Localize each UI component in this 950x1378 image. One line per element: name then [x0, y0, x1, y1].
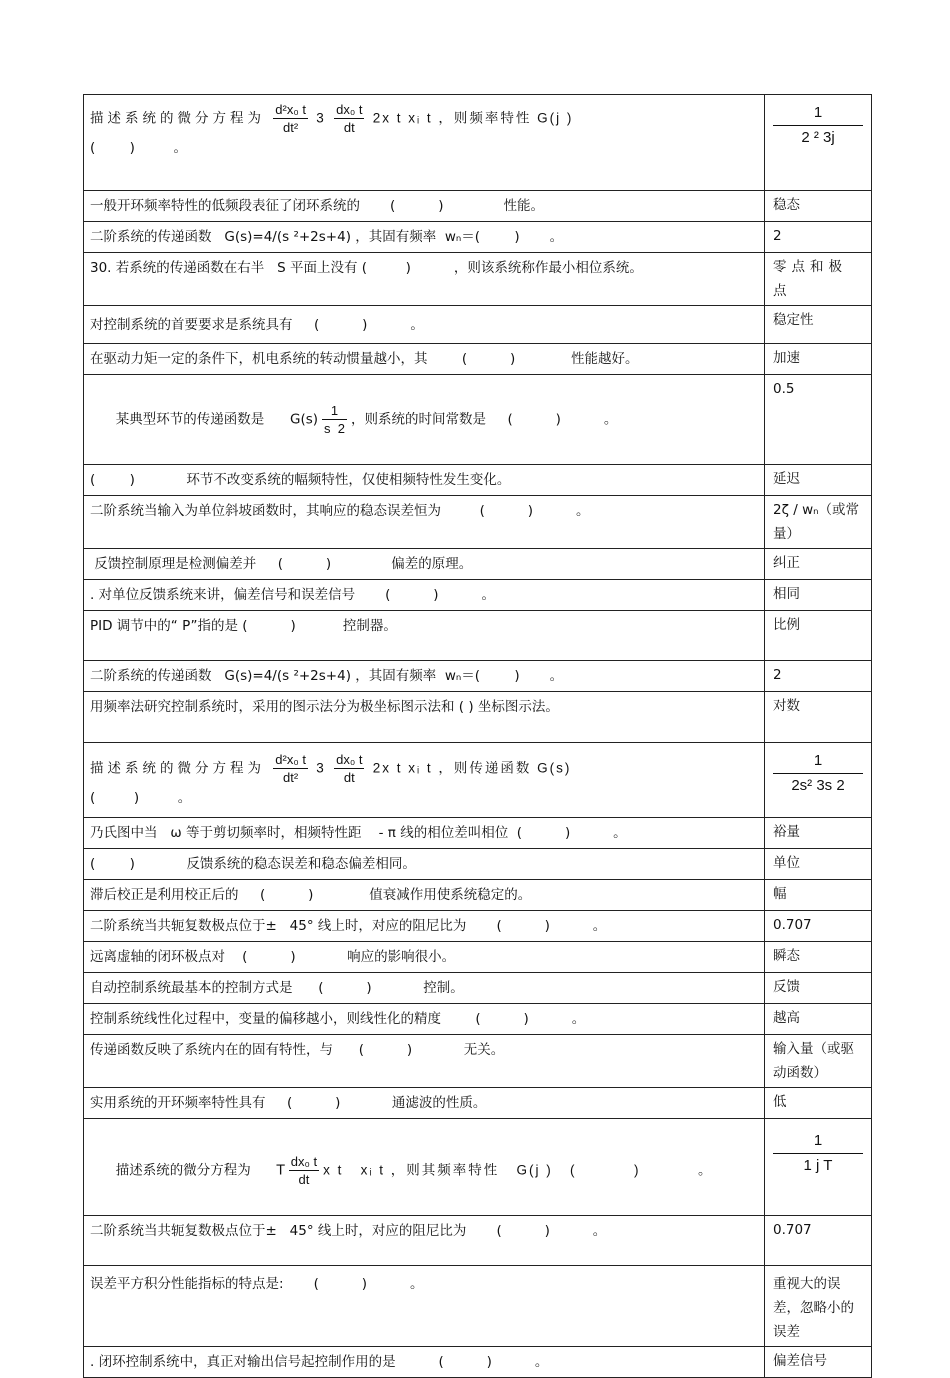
question-cell: ( ) 反馈系统的稳态误差和稳态偏差相同。	[84, 849, 765, 880]
question-cell: 30. 若系统的传递函数在右半 S 平面上没有 ( ) ，则该系统称作最小相位系统。	[84, 253, 765, 306]
fraction	[273, 751, 308, 786]
answer-cell: 0.707	[765, 1216, 872, 1266]
question-cell	[84, 375, 765, 465]
question-text: 描述系统的微分方程为 T	[115, 1162, 285, 1179]
question-cell	[84, 1119, 765, 1216]
table-row	[84, 942, 872, 973]
fraction-denominator: dt	[343, 770, 355, 785]
table-row	[84, 1035, 872, 1088]
question-cell: 误差平方积分性能指标的特点是: ( ) 。	[84, 1266, 765, 1347]
fraction	[289, 1153, 319, 1188]
fraction-denominator: 2 ² 3j	[801, 129, 835, 146]
answer-cell: 加速	[765, 344, 872, 375]
table-row	[84, 1004, 872, 1035]
question-text: ，则系统的时间常数是 ( ) 。	[351, 411, 618, 428]
question-answer-table	[83, 94, 872, 1378]
table-row	[84, 1266, 872, 1347]
question-cell: 对控制系统的首要要求是系统具有 ( ) 。	[84, 306, 765, 344]
question-cell: 二阶系统当输入为单位斜坡函数时，其响应的稳态误差恒为 ( ) 。	[84, 496, 765, 549]
fraction-numerator: d²x₀ t	[275, 752, 306, 767]
answer-cell: 幅	[765, 880, 872, 911]
table-row	[84, 692, 872, 743]
fraction-denominator: 1 j T	[803, 1157, 833, 1174]
answer-cell: 越高	[765, 1004, 872, 1035]
question-text: 描述系统的微分方程为	[90, 760, 265, 777]
answer-cell: 低	[765, 1088, 872, 1119]
table-row	[84, 911, 872, 942]
answer-cell: 偏差信号	[765, 1347, 872, 1378]
question-text: 描述系统的微分方程为	[90, 110, 265, 127]
answer-cell	[765, 1119, 872, 1216]
table-row	[84, 1216, 872, 1266]
answer-cell: 重视大的误差，忽略小的误差	[765, 1266, 872, 1347]
coefficient: 3	[316, 110, 326, 126]
answer-cell: 纠正	[765, 549, 872, 580]
fraction-numerator: 1	[322, 402, 347, 420]
answer-cell: 0.5	[765, 375, 872, 465]
answer-cell: 单位	[765, 849, 872, 880]
answer-cell: 对数	[765, 692, 872, 743]
answer-cell: 稳态	[765, 191, 872, 222]
question-cell	[84, 743, 765, 818]
table-row	[84, 549, 872, 580]
answer-cell: 2	[765, 661, 872, 692]
question-cell	[84, 95, 765, 191]
question-cell: 反馈控制原理是检测偏差并 ( ) 偏差的原理。	[84, 549, 765, 580]
fraction-numerator: 1	[773, 751, 863, 774]
fraction-denominator: dt	[343, 120, 355, 135]
question-cell: . 闭环控制系统中，真正对输出信号起控制作用的是 ( ) 。	[84, 1347, 765, 1378]
answer-fraction	[773, 1131, 863, 1176]
answer-cell	[765, 95, 872, 191]
fraction-numerator: 1	[773, 1131, 863, 1154]
fraction-denominator: dt	[298, 1172, 310, 1187]
answer-cell: 输入量（或驱动函数）	[765, 1035, 872, 1088]
table-row	[84, 375, 872, 465]
question-cell: 传递函数反映了系统内在的固有特性，与 ( ) 无关。	[84, 1035, 765, 1088]
question-cell: 用频率法研究控制系统时，采用的图示法分为极坐标图示法和 ( ) 坐标图示法。	[84, 692, 765, 743]
table-row	[84, 222, 872, 253]
table-row	[84, 1119, 872, 1216]
answer-cell: 2	[765, 222, 872, 253]
answer-cell: 反馈	[765, 973, 872, 1004]
answer-cell: 相同	[765, 580, 872, 611]
fraction	[334, 101, 364, 136]
question-text: x t xᵢ t ，则其频率特性 G(j ) ( ) 。	[323, 1162, 714, 1178]
question-cell: 乃氏图中当 ω 等于剪切频率时，相频特性距 - π 线的相位差叫相位 ( ) 。	[84, 818, 765, 849]
question-cell: 一般开环频率特性的低频段表征了闭环系统的 ( ) 性能。	[84, 191, 765, 222]
table-row	[84, 1347, 872, 1378]
question-cell: 实用系统的开环频率特性具有 ( ) 通滤波的性质。	[84, 1088, 765, 1119]
answer-cell: 瞬态	[765, 942, 872, 973]
fraction-denominator: 2s² 3s 2	[791, 777, 845, 794]
fraction-numerator: d²x₀ t	[275, 102, 306, 117]
answer-cell	[765, 743, 872, 818]
fraction	[273, 101, 308, 136]
fraction-denominator: s 2	[324, 421, 345, 436]
table-row	[84, 496, 872, 549]
question-cell: 滞后校正是利用校正后的 ( ) 值衰减作用使系统稳定的。	[84, 880, 765, 911]
question-cell: 远离虚轴的闭环极点对 ( ) 响应的影响很小。	[84, 942, 765, 973]
question-cell: PID 调节中的“ P”指的是 ( ) 控制器。	[84, 611, 765, 661]
table-row	[84, 465, 872, 496]
fraction	[334, 751, 364, 786]
answer-fraction	[773, 751, 863, 796]
fraction-numerator: dx₀ t	[290, 1154, 318, 1169]
answer-cell: 2ζ / wₙ（或常量）	[765, 496, 872, 549]
answer-cell: 零点和极点	[765, 253, 872, 306]
table-row	[84, 95, 872, 191]
table-row	[84, 253, 872, 306]
fraction-denominator: dt²	[283, 120, 299, 135]
table-row	[84, 880, 872, 911]
table-row	[84, 849, 872, 880]
question-cell: 二阶系统当共轭复数极点位于± 45° 线上时，对应的阻尼比为 ( ) 。	[84, 1216, 765, 1266]
question-cell: 二阶系统的传递函数 G(s)=4/(s ²+2s+4) ，其固有频率 wₙ＝( ) 。	[84, 661, 765, 692]
answer-cell: 裕量	[765, 818, 872, 849]
table-row	[84, 973, 872, 1004]
fraction-denominator: dt²	[283, 770, 299, 785]
question-cell: . 对单位反馈系统来讲，偏差信号和误差信号 ( ) 。	[84, 580, 765, 611]
question-cell: ( ) 环节不改变系统的幅频特性，仅使相频特性发生变化。	[84, 465, 765, 496]
question-cell: 控制系统线性化过程中，变量的偏移越小，则线性化的精度 ( ) 。	[84, 1004, 765, 1035]
table-row	[84, 818, 872, 849]
table-row	[84, 611, 872, 661]
fraction-numerator: dx₀ t	[336, 102, 363, 117]
answer-cell: 0.707	[765, 911, 872, 942]
fraction-numerator: 1	[773, 103, 863, 126]
question-cell: 二阶系统的传递函数 G(s)=4/(s ²+2s+4) ，其固有频率 wₙ＝( ) 。	[84, 222, 765, 253]
question-text: 某典型环节的传递函数是 G(s)	[115, 411, 319, 428]
answer-cell: 稳定性	[765, 306, 872, 344]
table-row	[84, 580, 872, 611]
question-blank: ( ) 。	[90, 790, 192, 806]
question-blank: ( ) 。	[90, 140, 187, 156]
question-cell: 在驱动力矩一定的条件下，机电系统的转动惯量越小，其 ( ) 性能越好。	[84, 344, 765, 375]
table-row	[84, 661, 872, 692]
table-row	[84, 306, 872, 344]
question-cell: 自动控制系统最基本的控制方式是 ( ) 控制。	[84, 973, 765, 1004]
table-row	[84, 191, 872, 222]
table-row	[84, 743, 872, 818]
question-cell: 二阶系统当共轭复数极点位于± 45° 线上时，对应的阻尼比为 ( ) 。	[84, 911, 765, 942]
coefficient: 3	[316, 760, 326, 776]
answer-fraction	[773, 103, 863, 148]
answer-cell: 比例	[765, 611, 872, 661]
fraction	[322, 402, 347, 437]
table-row	[84, 1088, 872, 1119]
table-row	[84, 344, 872, 375]
answer-cell: 延迟	[765, 465, 872, 496]
question-text: 2x t xᵢ t ，则传递函数 G(s)	[372, 760, 572, 776]
question-text: 2x t xᵢ t ，则频率特性 G(j )	[372, 110, 574, 126]
fraction-numerator: dx₀ t	[336, 752, 363, 767]
